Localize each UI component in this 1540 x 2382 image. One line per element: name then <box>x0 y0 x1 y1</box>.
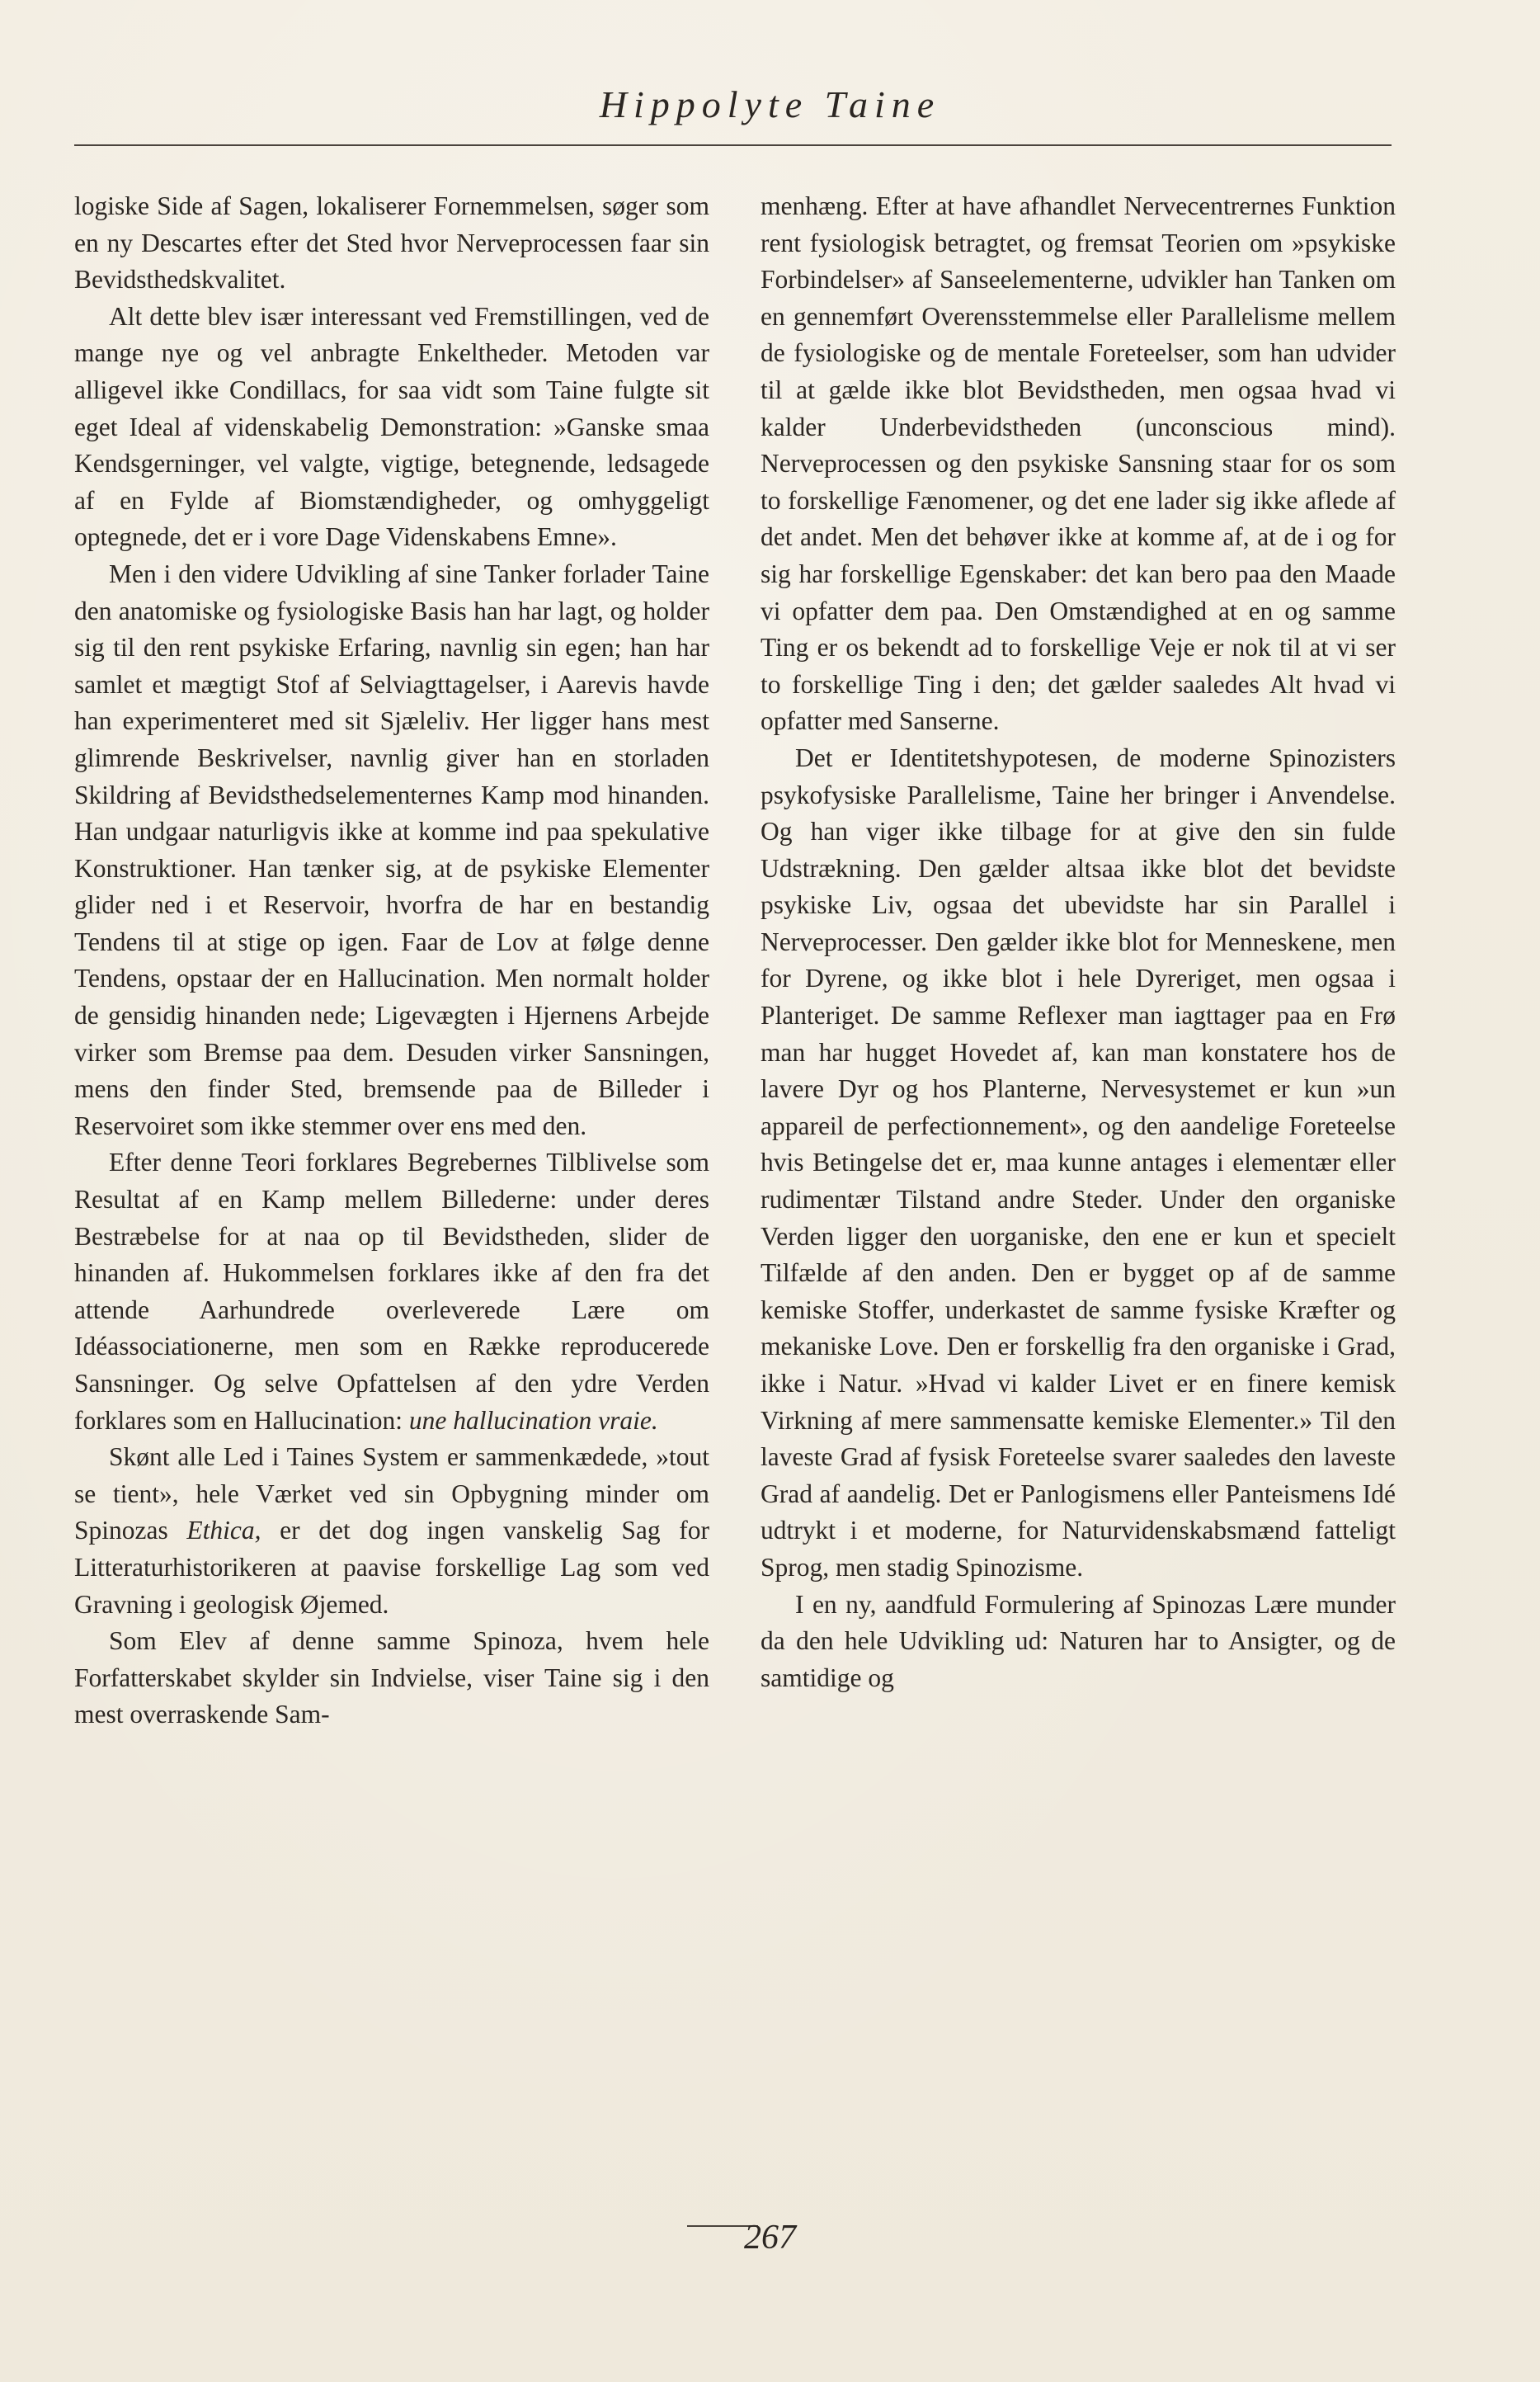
left-paragraph-4 <box>74 1144 709 1439</box>
left-paragraph-5-italic-title: Ethica, <box>186 1516 261 1545</box>
left-paragraph-2: Alt dette blev især interessant ved Fremstillingen, ved de mange nye og vel anbragte Enkeltheder. Metoden var alligevel ikke Condillacs, for saa vidt som Taine fulgte sit eget Ideal af videnskabelig Demonstration: »Ganske smaa Kendsgerninger, vel valgte, vigtige, betegnende, ledsagede af en Fylde af Biomstændigheder, og omhyggeligt optegnede, det er i vore Dage Videnskabens Emne». <box>74 301 709 552</box>
left-paragraph-6: Som Elev af denne samme Spinoza, hvem hele Forfatterskabet skylder sin Indvielse, viser Taine sig i den mest overraskende Sam- <box>74 1626 709 1729</box>
right-paragraph-1: menhæng. Efter at have afhandlet Nervecentrernes Funktion rent fysiologisk betragtet, og fremsat Teorien om »psykiske Forbindelser» af Sanseelementerne, udvikler han Tanken om en gennemført Overensstemmelse eller Parallelisme mellem de fysiologiske og de mentale Foreteelser, som han udvider til at gælde ikke blot Bevidstheden, men ogsaa hvad vi kalder Underbevidstheden (unconscious mind). Nerveprocessen og den psykiske Sansning staar for os som to forskellige Fænomener, og det ene lader sig ikke aflede af det andet. Men det behøver ikke at komme af, at de i og for sig har forskellige Egenskaber: det kan bero paa den Maade vi opfatter dem paa. Den Omstændighed at en og samme Ting er os bekendt ad to forskellige Veje er nok til at vi ser to forskellige Ting i den; det gælder saaledes Alt hvad vi opfatter med Sanserne. <box>761 191 1396 736</box>
left-paragraph-5-text-a: Skønt alle Led i Taines System er sammenkædede, »tout se tient», hele Værket ved sin Opbygning minder om Spinozas <box>74 1442 709 1545</box>
left-column <box>74 188 709 1733</box>
left-paragraph-4-italic-phrase: une hallucination vraie. <box>408 1405 658 1435</box>
left-paragraph-1: logiske Side af Sagen, lokaliserer Fornemmelsen, søger som en ny Descartes efter det Sted hvor Nerveprocessen faar sin Bevidsthedskvalitet. <box>74 191 709 295</box>
left-paragraph-4-text: Efter denne Teori forklares Begrebernes Tilblivelse som Resultat af en Kamp mellem Billederne: under deres Bestræbelse for at naa op til Bevidstheden, slider de hinanden af. Hukommelsen forklares ikke af den fra det attende Aarhundrede overleverede Lære om Idéassociationerne, men som en Række reproducerede Sansninger. Og selve Opfattelsen af den ydre Verden forklares som en Hallucination: <box>74 1148 709 1435</box>
running-head-title: Hippolyte Taine <box>599 83 941 125</box>
left-paragraph-5 <box>74 1439 709 1623</box>
right-column <box>761 188 1396 1696</box>
page-number: 267 <box>744 2219 796 2257</box>
left-paragraph-3: Men i den videre Udvikling af sine Tanker forlader Taine den anatomiske og fysiologiske Basis han har lagt, og holder sig til den rent psykiske Erfaring, navnlig sin egen; han har samlet et mægtigt Stof af Selviagttagelser, i Aarevis havde han experimenteret med sit Sjæleliv. Her ligger hans mest glimrende Beskrivelser, navnlig giver han en storladen Skildring af Bevidsthedselementernes Kamp mod hinanden. Han undgaar naturligvis ikke at komme ind paa spekulative Konstruktioner. Han tænker sig, at de psykiske Elementer glider ned i et Reservoir, hvorfra de har en bestandig Tendens til at stige op igen. Faar de Lov at følge denne Tendens, opstaar der en Hallucination. Men normalt holder de gensidig hinanden nede; Ligevægten i Hjernens Arbejde virker som Bremse paa dem. Desuden virker Sansningen, mens den finder Sted, bremsende paa de Billeder i Reservoiret som ikke stemmer over ens med den. <box>74 559 709 1140</box>
header-rule <box>74 144 1392 146</box>
left-paragraph-5-text-b: er det dog ingen vanskelig Sag for Litteraturhistorikeren at paavise forskellige Lag som ved Gravning i geologisk Øjemed. <box>74 1516 709 1619</box>
right-paragraph-3: I en ny, aandfuld Formulering af Spinozas Lære munder da den hele Udvikling ud: Naturen har to Ansigter, og de samtidige og <box>761 1589 1396 1692</box>
right-paragraph-2: Det er Identitetshypotesen, de moderne Spinozisters psykofysiske Parallelisme, Taine her bringer i Anvendelse. Og han viger ikke tilbage for at give den sin fulde Udstrækning. Den gælder altsaa ikke blot det bevidste psykiske Liv, ogsaa det ubevidste har sin Parallel i Nerveprocesser. Den gælder ikke blot for Menneskene, men for Dyrene, og ikke blot i hele Dyreriget, men ogsaa i Planteriget. De samme Reflexer man iagttager paa en Frø man har hugget Hovedet af, kan man konstatere hos de lavere Dyr og hos Planterne, Nervesystemet er kun »un appareil de perfectionnement», og den aandelige Foreteelse hvis Betingelse det er, maa kunne antages i elementær eller rudimentær Tilstand andre Steder. Under den organiske Verden ligger den uorganiske, den ene er kun et specielt Tilfælde af den anden. Den er bygget op af de samme kemiske Stoffer, underkastet de samme fysiske Kræfter og mekaniske Love. Den er forskellig fra den organiske i Grad, ikke i Natur. »Hvad vi kalder Livet er en finere kemisk Virkning af mere sammensatte kemiske Elementer.» Til den laveste Grad af fysisk Foreteelse svarer saaledes den laveste Grad af aandelig. Det er Panlogismens eller Panteismens Idé udtrykt i et moderne, for Naturvidenskabsmænd fatteligt Sprog, men stadig Spinozisme. <box>761 743 1396 1582</box>
